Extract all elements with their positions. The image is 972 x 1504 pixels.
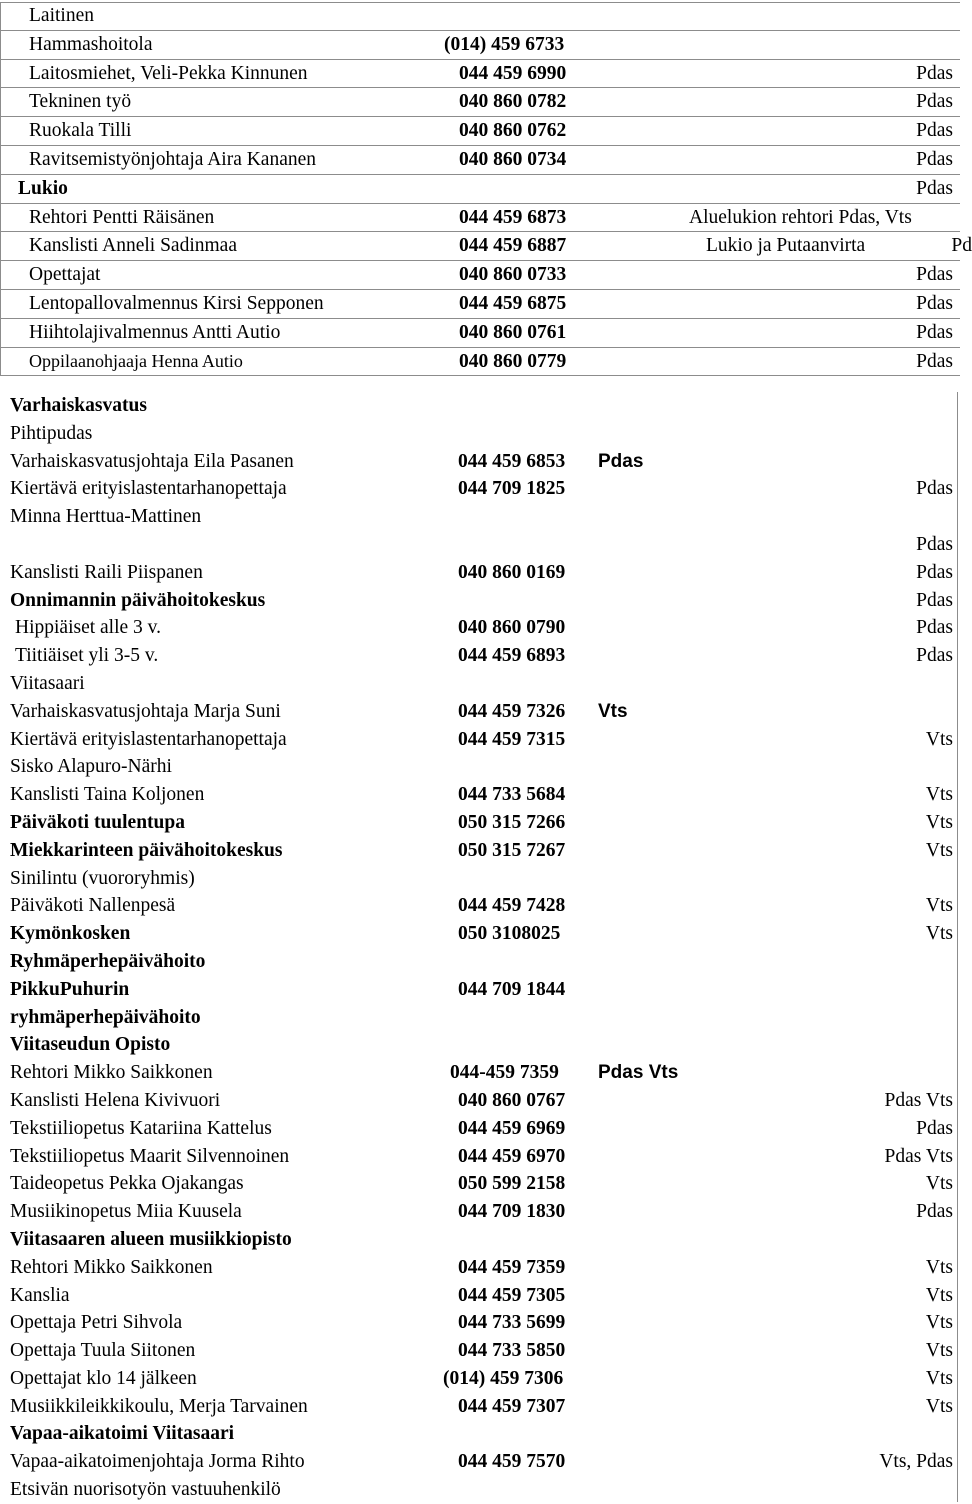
- section-heading: Viitasaaren alueen musiikkiopisto: [10, 1228, 292, 1250]
- table-row: [0, 475, 960, 503]
- section-heading: Lukio: [18, 177, 68, 199]
- entry-location: Pdas: [916, 120, 953, 142]
- section-heading: Viitaseudun Opisto: [10, 1034, 171, 1056]
- entry-name: Laitinen: [29, 5, 94, 26]
- entry-phone: 040 860 0169: [458, 561, 566, 583]
- entry-location: Pdas: [916, 264, 953, 286]
- entry-phone: 044 459 6875: [459, 292, 567, 314]
- section-heading: Vapaa-aikatoimi Viitasaari: [10, 1423, 235, 1445]
- section-heading: Miekkarinteen päivähoitokeskus: [10, 839, 283, 861]
- entry-name: Rehtori Mikko Saikkonen: [10, 1256, 213, 1278]
- entry-location-clipped: Pd: [951, 235, 972, 257]
- entry-phone: 050 315 7266: [458, 811, 566, 833]
- entry-phone: 044-459 7359: [450, 1062, 559, 1084]
- table-row: [0, 920, 960, 948]
- entry-location: Pdas: [916, 177, 953, 199]
- entry-phone: 040 860 0734: [459, 148, 567, 170]
- table-row: [0, 290, 960, 319]
- table-row: [0, 1087, 960, 1115]
- top-directory-table: [0, 2, 972, 376]
- table-row: [0, 1198, 960, 1226]
- entry-phone: 044 709 1844: [458, 978, 566, 1000]
- entry-name: Opettaja Petri Sihvola: [10, 1312, 183, 1334]
- table-row: [0, 204, 960, 233]
- entry-location: Vts: [925, 728, 953, 750]
- entry-name: Kiertävä erityislastentarhanopettaja: [10, 478, 287, 500]
- entry-name: Ruokala Tilli: [29, 120, 132, 142]
- table-row: [0, 809, 960, 837]
- entry-name: Laitosmiehet, Veli-Pekka Kinnunen: [29, 62, 308, 84]
- table-row: [0, 865, 960, 893]
- entry-location: Vts: [925, 895, 953, 917]
- table-row: [0, 1393, 960, 1421]
- table-row: [0, 2, 960, 31]
- entry-location: Vts: [925, 784, 953, 806]
- entry-phone: 040 860 0761: [459, 321, 567, 343]
- entry-phone: 040 860 0782: [459, 91, 567, 113]
- table-row: [0, 726, 960, 754]
- entry-name: Kanslisti Helena Kivivuori: [10, 1089, 221, 1111]
- entry-name: Kanslisti Raili Piispanen: [10, 561, 203, 583]
- entry-phone: 044 459 6969: [458, 1117, 566, 1139]
- entry-name: Musiikinopetus Miia Kuusela: [10, 1201, 242, 1223]
- entry-phone: 040 860 0779: [459, 350, 567, 372]
- section-heading: Ryhmäperhepäivähoito: [10, 950, 206, 972]
- entry-name: Hippiäiset alle 3 v.: [15, 617, 162, 639]
- entry-phone: 040 860 0762: [459, 120, 567, 142]
- entry-location: Vts: [925, 1256, 953, 1278]
- entry-phone: 044 733 5850: [458, 1340, 566, 1362]
- entry-location: Pdas: [598, 450, 644, 472]
- entry-name: Taideopetus Pekka Ojakangas: [10, 1173, 244, 1195]
- table-row: [0, 232, 972, 261]
- entry-phone: 040 860 0767: [458, 1089, 566, 1111]
- table-row: [0, 1448, 960, 1476]
- entry-location: Lukio ja Putaanvirta: [706, 235, 866, 257]
- entry-phone: 050 3108025: [458, 923, 561, 945]
- table-row: [0, 948, 960, 976]
- table-row: [0, 1365, 960, 1393]
- table-row: [0, 392, 960, 420]
- entry-name: Kanslia: [10, 1284, 70, 1306]
- entry-name: Tekninen työ: [29, 91, 132, 113]
- table-row: [0, 1309, 960, 1337]
- entry-phone: 044 459 6873: [459, 206, 567, 228]
- entry-name: Rehtori Pentti Räisänen: [29, 206, 215, 228]
- entry-location: Pdas: [916, 617, 953, 639]
- entry-name: Varhaiskasvatusjohtaja Marja Suni: [10, 700, 281, 722]
- section-heading: Kymönkosken: [10, 923, 131, 945]
- entry-location: Pdas Vts: [884, 1089, 953, 1111]
- table-row: [0, 753, 960, 781]
- table-row: [0, 670, 960, 698]
- table-row: [0, 1170, 960, 1198]
- table-row: [0, 175, 960, 204]
- table-row: [0, 1004, 960, 1032]
- table-row: [0, 503, 960, 531]
- entry-location: Pdas: [916, 91, 953, 113]
- table-row: [0, 60, 960, 89]
- entry-location: Pdas: [916, 350, 953, 372]
- entry-name: Opettajat: [29, 264, 101, 286]
- table-row: [0, 88, 960, 117]
- entry-phone: 044 459 7315: [458, 728, 566, 750]
- table-row: [0, 587, 960, 615]
- entry-name: Kiertävä erityislastentarhanopettaja: [10, 728, 287, 750]
- entry-phone: 044 709 1830: [458, 1201, 566, 1223]
- entry-location: Pdas: [916, 589, 953, 611]
- entry-name: Sisko Alapuro-Närhi: [10, 756, 172, 778]
- table-row: [0, 1115, 960, 1143]
- table-row: [0, 420, 960, 448]
- entry-name: Etsivän nuorisotyön vastuuhenkilö: [10, 1479, 281, 1501]
- entry-phone: 040 860 0733: [459, 264, 567, 286]
- entry-phone: 044 459 6887: [459, 235, 567, 257]
- entry-phone: 044 459 7326: [458, 700, 566, 722]
- entry-name: Musiikkileikkikoulu, Merja Tarvainen: [10, 1395, 308, 1417]
- entry-phone: (014) 459 7306: [443, 1367, 564, 1389]
- entry-location: Vts: [925, 1395, 953, 1417]
- entry-location: Vts: [925, 1340, 953, 1362]
- section-heading: PikkuPuhurin: [10, 978, 130, 1000]
- entry-phone: 044 459 6853: [458, 450, 566, 472]
- table-row: [0, 837, 960, 865]
- entry-phone: 044 459 7359: [458, 1256, 566, 1278]
- entry-location: Pdas: [916, 148, 953, 170]
- entry-location: Pdas Vts: [884, 1145, 953, 1167]
- table-row: [0, 642, 960, 670]
- entry-location: Pdas: [916, 292, 953, 314]
- entry-phone: 044 459 7570: [458, 1451, 566, 1473]
- entry-name: Rehtori Mikko Saikkonen: [10, 1062, 213, 1084]
- table-row: [0, 448, 960, 476]
- table-row: [0, 698, 960, 726]
- entry-name: Oppilaanohjaaja Henna Autio: [29, 350, 243, 371]
- entry-location: Vts: [598, 700, 628, 722]
- entry-phone: 044 733 5699: [458, 1312, 566, 1334]
- entry-phone: 044 459 6970: [458, 1145, 566, 1167]
- section-heading: Onnimannin päivähoitokeskus: [10, 589, 266, 611]
- table-row: [0, 1282, 960, 1310]
- entry-location: Vts, Pdas: [879, 1451, 953, 1473]
- entry-location: Pdas: [916, 321, 953, 343]
- table-row: [0, 31, 960, 60]
- entry-location: Vts: [925, 1312, 953, 1334]
- entry-phone: 044 709 1825: [458, 478, 566, 500]
- entry-name: Hiihtolajivalmennus Antti Autio: [29, 321, 281, 343]
- entry-location: Aluelukion rehtori Pdas, Vts: [689, 206, 912, 228]
- entry-name: Kanslisti Taina Koljonen: [10, 784, 205, 806]
- table-row: [0, 1476, 960, 1504]
- entry-location: Pdas: [916, 533, 953, 555]
- entry-name: Opettaja Tuula Siitonen: [10, 1340, 196, 1362]
- entry-phone: 044 459 7428: [458, 895, 566, 917]
- entry-location: Pdas: [916, 62, 953, 84]
- entry-name: Tiitiäiset yli 3-5 v.: [15, 645, 159, 667]
- table-row: [0, 1226, 960, 1254]
- entry-phone: 044 459 6990: [459, 62, 567, 84]
- entry-name: Kanslisti Anneli Sadinmaa: [29, 235, 237, 257]
- entry-name: Sinilintu (vuororyhmis): [10, 867, 195, 889]
- entry-name: Tekstiiliopetus Katariina Kattelus: [10, 1117, 272, 1139]
- table-row: [0, 1143, 960, 1171]
- table-row: [0, 1420, 960, 1448]
- entry-phone: 050 599 2158: [458, 1173, 566, 1195]
- table-row: [0, 531, 960, 559]
- table-row: [0, 1059, 960, 1087]
- entry-location: Vts: [925, 839, 953, 861]
- table-row: [0, 781, 960, 809]
- entry-phone: (014) 459 6733: [444, 33, 565, 55]
- section-heading: Varhaiskasvatus: [10, 395, 147, 416]
- table-row: [0, 117, 960, 146]
- entry-name: Päiväkoti Nallenpesä: [10, 895, 176, 917]
- entry-phone: 050 315 7267: [458, 839, 566, 861]
- table-row: [0, 1254, 960, 1282]
- entry-location: Pdas: [916, 1117, 953, 1139]
- entry-name: Hammashoitola: [29, 33, 153, 55]
- entry-name: Vapaa-aikatoimenjohtaja Jorma Rihto: [10, 1451, 305, 1473]
- entry-location: Pdas Vts: [598, 1062, 679, 1084]
- table-row: [0, 976, 960, 1004]
- table-row: [0, 319, 960, 348]
- table-row: [0, 261, 960, 290]
- entry-name: Opettajat klo 14 jälkeen: [10, 1367, 197, 1389]
- entry-location: Pdas: [916, 645, 953, 667]
- entry-name: Viitasaari: [10, 672, 85, 694]
- entry-phone: 044 459 7305: [458, 1284, 566, 1306]
- entry-phone: 044 733 5684: [458, 784, 566, 806]
- table-row: [0, 146, 960, 175]
- entry-name: Pihtipudas: [10, 422, 93, 444]
- entry-name: Varhaiskasvatusjohtaja Eila Pasanen: [10, 450, 294, 472]
- entry-location: Vts: [925, 1173, 953, 1195]
- section-heading: ryhmäperhepäivähoito: [10, 1006, 201, 1028]
- entry-name: Minna Herttua-Mattinen: [10, 506, 202, 528]
- entry-phone: 044 459 7307: [458, 1395, 566, 1417]
- section-heading: Päiväkoti tuulentupa: [10, 811, 185, 833]
- entry-location: Vts: [925, 1284, 953, 1306]
- entry-name: Ravitsemistyönjohtaja Aira Kananen: [29, 148, 317, 170]
- entry-location: Pdas: [916, 1201, 953, 1223]
- entry-name: Lentopallovalmennus Kirsi Sepponen: [29, 292, 324, 314]
- table-row: [0, 348, 960, 377]
- table-row: [0, 1337, 960, 1365]
- table-row: [0, 1031, 960, 1059]
- entry-location: Vts: [925, 1367, 953, 1389]
- entry-name: Tekstiiliopetus Maarit Silvennoinen: [10, 1145, 290, 1167]
- entry-location: Vts: [925, 923, 953, 945]
- entry-phone: 040 860 0790: [458, 617, 566, 639]
- table-row: [0, 614, 960, 642]
- entry-phone: 044 459 6893: [458, 645, 566, 667]
- entry-location: Pdas: [916, 561, 953, 583]
- table-row: [0, 559, 960, 587]
- main-directory-table: [0, 392, 960, 1504]
- entry-location: Vts: [925, 811, 953, 833]
- entry-location: Pdas: [916, 478, 953, 500]
- table-row: [0, 892, 960, 920]
